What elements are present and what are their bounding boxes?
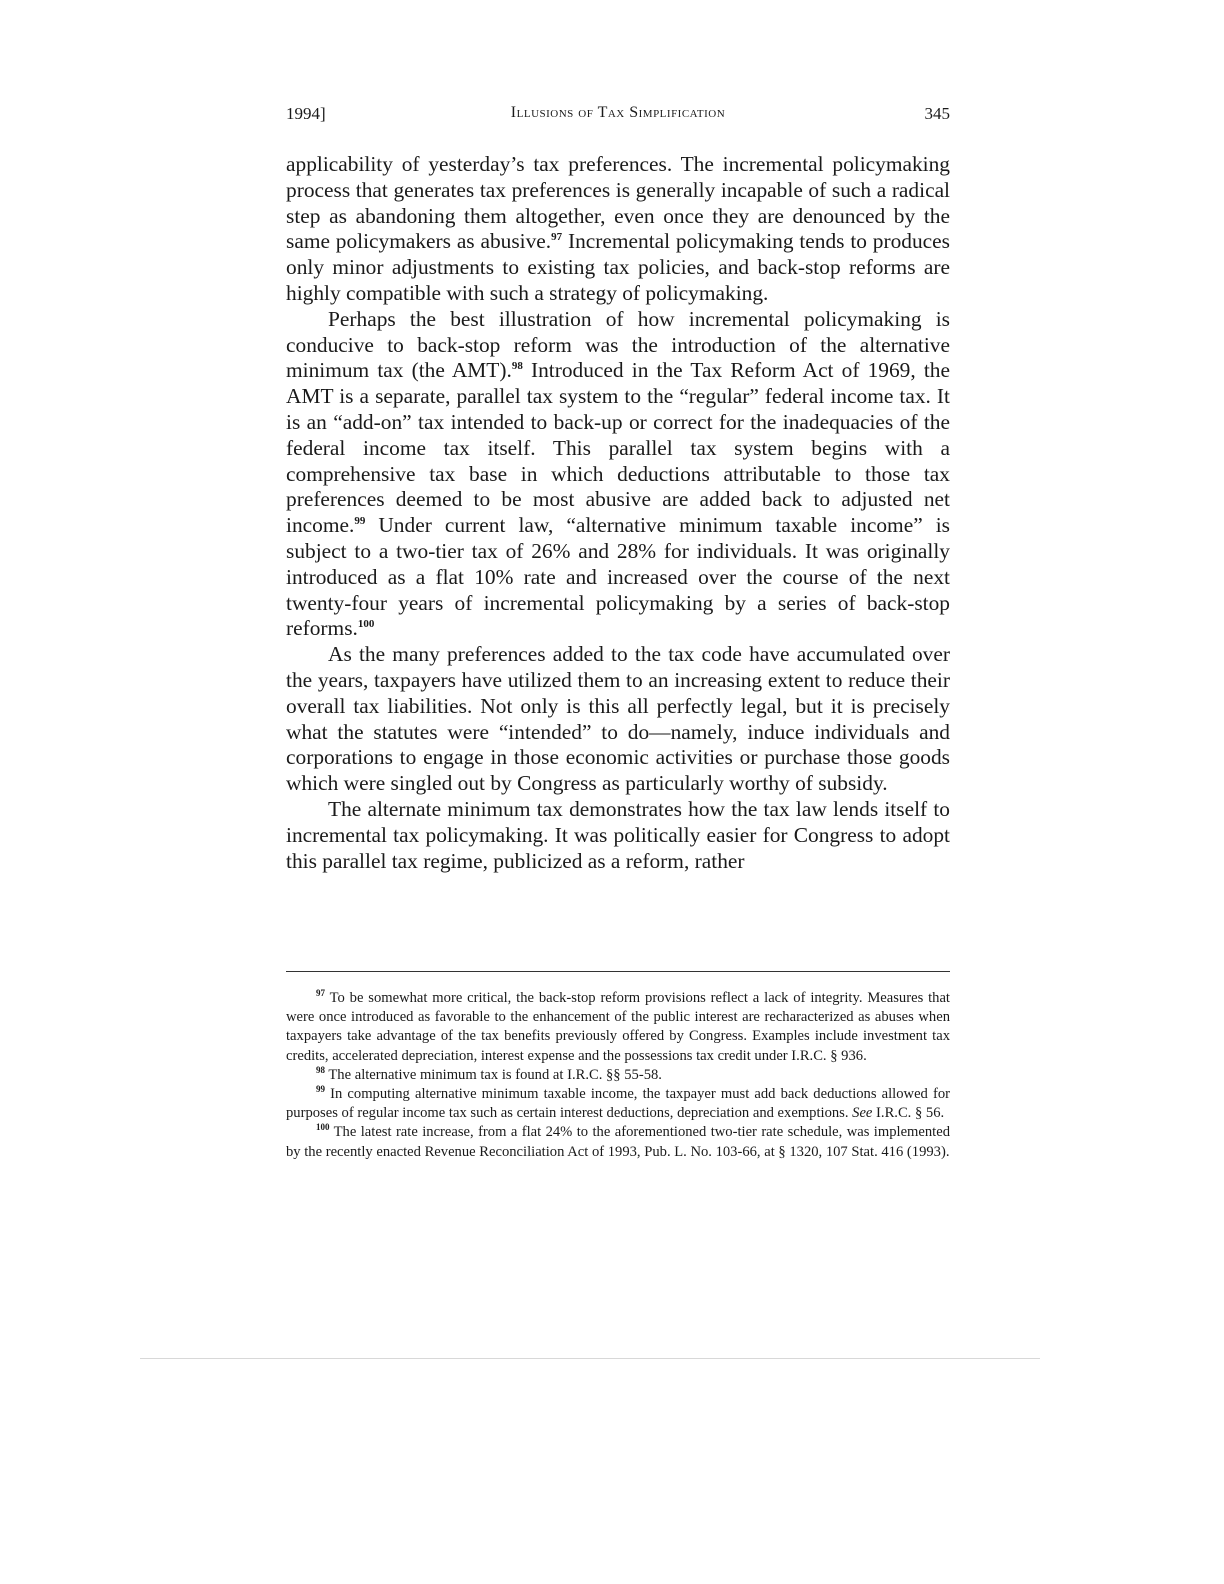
footnote-text: To be somewhat more critical, the back-stop reform provisions reflect a lack of integrity. Measures that were once introduced as favorable to the enhancement of the public interest are recharacterized as abuses when taxpayers take advantage of the tax benefits previously offered by Congress. Examples include investment tax credits, accelerated depreciation, interest expense and the possessions tax credit under I.R.C. § 936. — [286, 990, 950, 1064]
citation-signal: See — [852, 1105, 873, 1122]
paragraph-2-text-c: Under current law, “alternative minimum taxable income” is subject to a two-tier tax of 26% and 28% for individuals. It was originally introduced as a flat 10% rate and increased over the course of the next twenty-four years of incremental policymaking by a series of back-stop reforms. — [286, 513, 950, 641]
footnote-text: The latest rate increase, from a flat 24% to the aforementioned two-tier rate schedule, was implemented by the recently enacted Revenue Reconciliation Act of 1993, Pub. L. No. 103-66, at § 1320, 107 Stat. 416 (1993). — [286, 1124, 950, 1160]
main-text — [286, 152, 950, 874]
paragraph-1-text-a: applicability of yesterday’s tax preferences. The incremental policymaking process that generates tax preferences is generally incapable of such a radical step as abandoning them altogether, even once they are denounced by the same policymakers as abusive. — [286, 152, 950, 254]
running-header — [286, 104, 950, 134]
footnote-99 — [286, 1085, 950, 1123]
page-number: 345 — [924, 104, 950, 123]
footnote-ref-99: 99 — [354, 515, 366, 528]
paragraph-4: The alternate minimum tax demonstrates how the tax law lends itself to incremental tax policymaking. It was politically easier for Congress to adopt this parallel tax regime, publicized as a reform, rather — [286, 796, 950, 873]
footnote-text: In computing alternative minimum taxable income, the taxpayer must add back deductions allowed for purposes of regular income tax such as certain interest deductions, depreciation and exemptions. — [286, 1086, 950, 1122]
footnote-ref-97: 97 — [551, 231, 563, 244]
footnote-97 — [286, 989, 950, 1066]
footnote-98 — [286, 1066, 950, 1085]
footnotes — [286, 989, 950, 1162]
paragraph-2 — [286, 307, 950, 642]
footnote-divider — [286, 971, 950, 972]
footnote-number: 99 — [316, 1084, 325, 1095]
footnote-ref-100: 100 — [357, 618, 375, 631]
scan-artifact-line — [140, 1358, 1040, 1359]
paragraph-3: As the many preferences added to the tax code have accumulated over the years, taxpayers have utilized them to an increasing extent to reduce their overall tax liabilities. Not only is this all perfectly legal, but it is precisely what the statutes were “intended” to do—namely, induce individuals and corporations to engage in those economic activities or purchase those goods which were singled out by Congress as particularly worthy of subsidy. — [286, 642, 950, 796]
paragraph-1 — [286, 152, 950, 307]
footnote-number: 97 — [316, 988, 325, 998]
paragraph-2-text-b: Introduced in the Tax Reform Act of 1969, the AMT is a separate, parallel tax system to the “regular” federal income tax. It is an “add-on” tax intended to back-up or correct for the inadequacies of the federal income tax itself. This parallel tax system begins with a comprehensive tax base in which deductions attributable to those tax preferences deemed to be most abusive are added back to adjusted net income. — [286, 358, 950, 538]
volume-year: 1994] — [286, 104, 326, 123]
footnote-number: 100 — [316, 1122, 330, 1133]
footnote-number: 98 — [316, 1064, 325, 1075]
footnote-100 — [286, 1123, 950, 1161]
footnote-text-cont: I.R.C. § 56. — [872, 1105, 945, 1122]
paragraph-2-text-a: Perhaps the best illustration of how incremental policymaking is conducive to back-stop reform was the introduction of the alternative minimum tax (the AMT). — [286, 306, 950, 383]
footnote-ref-98: 98 — [511, 360, 523, 373]
running-title: Illusions of Tax Simplification — [510, 104, 726, 121]
footnote-text: The alternative minimum tax is found at I.R.C. §§ 55-58. — [325, 1066, 662, 1083]
paragraph-1-text-b: Incremental policymaking tends to produces only minor adjustments to existing tax policies, and back-stop reforms are highly compatible with such a strategy of policymaking. — [286, 229, 950, 305]
